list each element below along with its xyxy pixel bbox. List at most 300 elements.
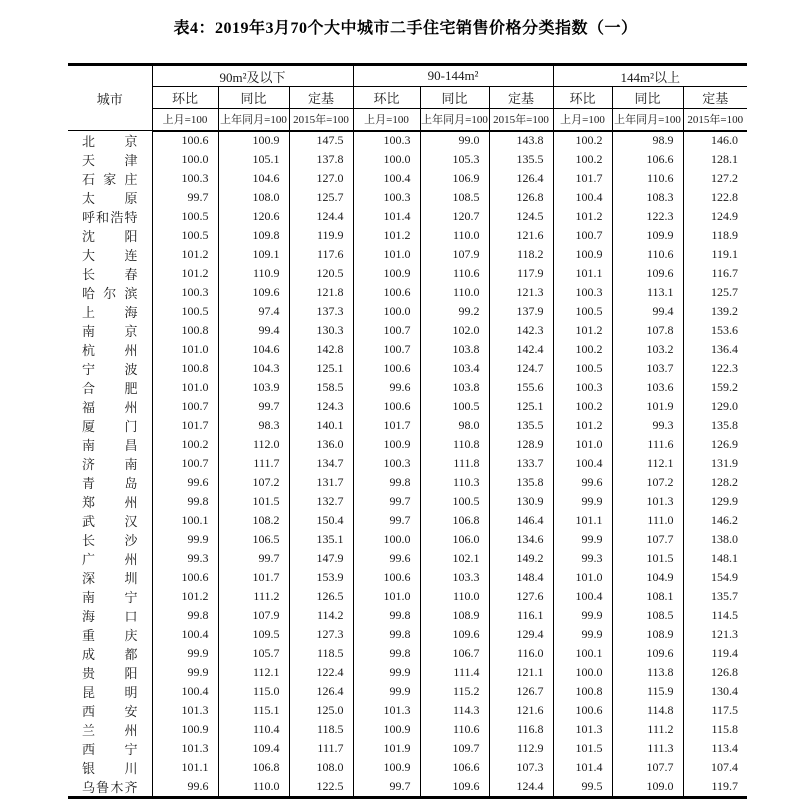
value-cell: 147.9 — [289, 549, 353, 568]
value-cell: 122.8 — [683, 188, 747, 207]
value-cell: 134.7 — [289, 454, 353, 473]
value-cell: 111.3 — [612, 739, 683, 758]
value-cell: 128.9 — [489, 435, 553, 454]
value-cell: 142.4 — [489, 340, 553, 359]
value-cell: 100.1 — [553, 644, 612, 663]
value-cell: 107.7 — [612, 530, 683, 549]
value-cell: 99.9 — [152, 530, 218, 549]
city-cell: 西宁 — [68, 739, 152, 758]
city-cell: 南京 — [68, 321, 152, 340]
value-cell: 99.8 — [353, 625, 420, 644]
value-cell: 100.4 — [553, 587, 612, 606]
value-cell: 137.9 — [489, 302, 553, 321]
value-cell: 110.6 — [420, 720, 489, 739]
value-cell: 99.6 — [553, 473, 612, 492]
value-cell: 99.9 — [353, 682, 420, 701]
table-row — [68, 701, 747, 720]
value-cell: 110.6 — [612, 169, 683, 188]
value-cell: 99.3 — [152, 549, 218, 568]
city-cell: 哈尔滨 — [68, 283, 152, 302]
city-cell: 北京 — [68, 131, 152, 151]
value-cell: 108.9 — [612, 625, 683, 644]
value-cell: 98.9 — [612, 131, 683, 151]
value-cell: 100.5 — [420, 397, 489, 416]
value-cell: 103.9 — [218, 378, 289, 397]
value-cell: 103.8 — [420, 340, 489, 359]
group-header-144-above: 144m²以上 — [553, 65, 747, 87]
value-cell: 99.5 — [553, 777, 612, 798]
value-cell: 100.2 — [553, 150, 612, 169]
value-cell: 100.4 — [553, 454, 612, 473]
value-cell: 99.8 — [353, 644, 420, 663]
city-cell: 石家庄 — [68, 169, 152, 188]
value-cell: 120.7 — [420, 207, 489, 226]
value-cell: 121.3 — [683, 625, 747, 644]
value-cell: 101.5 — [218, 492, 289, 511]
value-cell: 108.0 — [289, 758, 353, 777]
value-cell: 101.0 — [353, 245, 420, 264]
table-row — [68, 359, 747, 378]
value-cell: 122.4 — [289, 663, 353, 682]
value-cell: 111.4 — [420, 663, 489, 682]
value-cell: 117.9 — [489, 264, 553, 283]
value-cell: 99.7 — [353, 511, 420, 530]
value-cell: 100.4 — [553, 188, 612, 207]
value-cell: 119.1 — [683, 245, 747, 264]
value-cell: 148.1 — [683, 549, 747, 568]
value-cell: 107.7 — [612, 758, 683, 777]
value-cell: 131.9 — [683, 454, 747, 473]
value-cell: 142.8 — [289, 340, 353, 359]
table-row — [68, 511, 747, 530]
header-kind-row — [68, 87, 747, 109]
base-label-yoy-3: 上年同月=100 — [612, 109, 683, 131]
value-cell: 122.5 — [289, 777, 353, 798]
value-cell: 127.3 — [289, 625, 353, 644]
value-cell: 125.7 — [683, 283, 747, 302]
value-cell: 111.7 — [289, 739, 353, 758]
value-cell: 113.4 — [683, 739, 747, 758]
value-cell: 100.5 — [553, 359, 612, 378]
value-cell: 125.1 — [289, 359, 353, 378]
value-cell: 97.4 — [218, 302, 289, 321]
city-cell: 贵阳 — [68, 663, 152, 682]
value-cell: 109.7 — [420, 739, 489, 758]
value-cell: 99.3 — [553, 549, 612, 568]
table-row — [68, 720, 747, 739]
value-cell: 135.7 — [683, 587, 747, 606]
city-cell: 呼和浩特 — [68, 207, 152, 226]
value-cell: 109.6 — [612, 644, 683, 663]
value-cell: 99.9 — [553, 530, 612, 549]
value-cell: 101.4 — [353, 207, 420, 226]
city-cell: 兰州 — [68, 720, 152, 739]
value-cell: 100.9 — [353, 435, 420, 454]
value-cell: 122.3 — [612, 207, 683, 226]
value-cell: 106.9 — [420, 169, 489, 188]
value-cell: 113.1 — [612, 283, 683, 302]
base-label-fixedbase-2: 2015年=100 — [489, 109, 553, 131]
value-cell: 100.1 — [152, 511, 218, 530]
col-header-mom-3: 环比 — [553, 87, 612, 109]
table-row — [68, 473, 747, 492]
city-cell: 西安 — [68, 701, 152, 720]
value-cell: 100.3 — [152, 283, 218, 302]
value-cell: 100.3 — [353, 131, 420, 151]
value-cell: 99.7 — [218, 397, 289, 416]
value-cell: 116.8 — [489, 720, 553, 739]
city-cell: 武汉 — [68, 511, 152, 530]
value-cell: 101.0 — [152, 378, 218, 397]
value-cell: 106.7 — [420, 644, 489, 663]
value-cell: 121.8 — [289, 283, 353, 302]
value-cell: 100.0 — [553, 663, 612, 682]
group-header-90-and-below: 90m²及以下 — [152, 65, 353, 87]
city-cell: 上海 — [68, 302, 152, 321]
value-cell: 101.2 — [553, 207, 612, 226]
value-cell: 99.3 — [612, 416, 683, 435]
value-cell: 115.8 — [683, 720, 747, 739]
value-cell: 101.3 — [553, 720, 612, 739]
value-cell: 111.2 — [218, 587, 289, 606]
page-title: 表4：2019年3月70个大中城市二手住宅销售价格分类指数（一） — [173, 20, 638, 37]
col-header-yoy-2: 同比 — [420, 87, 489, 109]
value-cell: 147.5 — [289, 131, 353, 151]
value-cell: 100.0 — [152, 150, 218, 169]
value-cell: 100.6 — [353, 283, 420, 302]
value-cell: 135.5 — [489, 150, 553, 169]
value-cell: 115.9 — [612, 682, 683, 701]
value-cell: 99.9 — [152, 663, 218, 682]
value-cell: 101.2 — [353, 226, 420, 245]
table-row — [68, 169, 747, 188]
value-cell: 124.4 — [489, 777, 553, 798]
value-cell: 99.9 — [553, 606, 612, 625]
value-cell: 99.6 — [353, 378, 420, 397]
col-header-fixedbase-2: 定基 — [489, 87, 553, 109]
value-cell: 134.6 — [489, 530, 553, 549]
table-row — [68, 454, 747, 473]
city-cell: 南宁 — [68, 587, 152, 606]
value-cell: 119.4 — [683, 644, 747, 663]
city-column-header: 城市 — [68, 65, 152, 131]
value-cell: 118.5 — [289, 720, 353, 739]
value-cell: 100.8 — [152, 321, 218, 340]
value-cell: 117.6 — [289, 245, 353, 264]
value-cell: 119.9 — [289, 226, 353, 245]
value-cell: 115.1 — [218, 701, 289, 720]
col-header-mom-1: 环比 — [152, 87, 218, 109]
value-cell: 101.2 — [152, 587, 218, 606]
city-cell: 银川 — [68, 758, 152, 777]
value-cell: 126.4 — [289, 682, 353, 701]
value-cell: 136.0 — [289, 435, 353, 454]
value-cell: 158.5 — [289, 378, 353, 397]
value-cell: 109.4 — [218, 739, 289, 758]
city-cell: 大连 — [68, 245, 152, 264]
table-row — [68, 663, 747, 682]
table-row — [68, 245, 747, 264]
value-cell: 108.0 — [218, 188, 289, 207]
value-cell: 127.6 — [489, 587, 553, 606]
value-cell: 128.1 — [683, 150, 747, 169]
value-cell: 153.9 — [289, 568, 353, 587]
value-cell: 100.0 — [353, 530, 420, 549]
city-cell: 深圳 — [68, 568, 152, 587]
value-cell: 107.3 — [489, 758, 553, 777]
city-cell: 合肥 — [68, 378, 152, 397]
value-cell: 110.6 — [612, 245, 683, 264]
value-cell: 109.5 — [218, 625, 289, 644]
value-cell: 100.2 — [553, 397, 612, 416]
value-cell: 140.1 — [289, 416, 353, 435]
value-cell: 146.4 — [489, 511, 553, 530]
table-row — [68, 644, 747, 663]
value-cell: 99.8 — [152, 606, 218, 625]
city-cell: 南昌 — [68, 435, 152, 454]
table-row — [68, 625, 747, 644]
value-cell: 99.9 — [353, 663, 420, 682]
value-cell: 99.9 — [553, 492, 612, 511]
value-cell: 109.9 — [612, 226, 683, 245]
value-cell: 100.7 — [152, 454, 218, 473]
value-cell: 99.4 — [612, 302, 683, 321]
value-cell: 99.4 — [218, 321, 289, 340]
city-cell: 成都 — [68, 644, 152, 663]
table-row — [68, 302, 747, 321]
value-cell: 137.3 — [289, 302, 353, 321]
value-cell: 98.3 — [218, 416, 289, 435]
value-cell: 135.8 — [683, 416, 747, 435]
value-cell: 101.9 — [353, 739, 420, 758]
value-cell: 101.0 — [553, 568, 612, 587]
table-row — [68, 739, 747, 758]
col-header-yoy-3: 同比 — [612, 87, 683, 109]
city-cell: 厦门 — [68, 416, 152, 435]
value-cell: 104.6 — [218, 169, 289, 188]
value-cell: 105.7 — [218, 644, 289, 663]
table-row — [68, 587, 747, 606]
value-cell: 129.9 — [683, 492, 747, 511]
value-cell: 112.1 — [612, 454, 683, 473]
value-cell: 110.6 — [420, 264, 489, 283]
value-cell: 106.5 — [218, 530, 289, 549]
value-cell: 100.7 — [353, 340, 420, 359]
col-header-fixedbase-1: 定基 — [289, 87, 353, 109]
value-cell: 135.5 — [489, 416, 553, 435]
table-header — [68, 65, 747, 131]
value-cell: 106.6 — [612, 150, 683, 169]
price-index-table — [68, 63, 747, 799]
value-cell: 101.2 — [152, 264, 218, 283]
value-cell: 136.4 — [683, 340, 747, 359]
value-cell: 110.0 — [420, 587, 489, 606]
value-cell: 101.1 — [152, 758, 218, 777]
value-cell: 107.8 — [612, 321, 683, 340]
value-cell: 124.7 — [489, 359, 553, 378]
city-cell: 天津 — [68, 150, 152, 169]
value-cell: 101.3 — [152, 701, 218, 720]
city-cell: 杭州 — [68, 340, 152, 359]
city-cell: 宁波 — [68, 359, 152, 378]
value-cell: 107.2 — [218, 473, 289, 492]
value-cell: 126.5 — [289, 587, 353, 606]
value-cell: 99.7 — [218, 549, 289, 568]
table-row — [68, 530, 747, 549]
value-cell: 125.1 — [489, 397, 553, 416]
value-cell: 99.7 — [152, 188, 218, 207]
value-cell: 110.9 — [218, 264, 289, 283]
value-cell: 104.6 — [218, 340, 289, 359]
value-cell: 110.0 — [420, 283, 489, 302]
value-cell: 111.7 — [218, 454, 289, 473]
base-label-mom-1: 上月=100 — [152, 109, 218, 131]
value-cell: 126.9 — [683, 435, 747, 454]
value-cell: 112.1 — [218, 663, 289, 682]
value-cell: 100.9 — [553, 245, 612, 264]
value-cell: 99.6 — [152, 777, 218, 798]
value-cell: 99.9 — [553, 625, 612, 644]
value-cell: 99.8 — [152, 492, 218, 511]
value-cell: 100.2 — [553, 131, 612, 151]
value-cell: 126.8 — [683, 663, 747, 682]
value-cell: 100.9 — [353, 720, 420, 739]
value-cell: 114.8 — [612, 701, 683, 720]
value-cell: 132.7 — [289, 492, 353, 511]
value-cell: 105.3 — [420, 150, 489, 169]
value-cell: 130.4 — [683, 682, 747, 701]
value-cell: 116.7 — [683, 264, 747, 283]
col-header-yoy-1: 同比 — [218, 87, 289, 109]
value-cell: 109.6 — [612, 264, 683, 283]
city-cell: 沈阳 — [68, 226, 152, 245]
value-cell: 101.5 — [612, 549, 683, 568]
value-cell: 108.9 — [420, 606, 489, 625]
value-cell: 155.6 — [489, 378, 553, 397]
city-cell: 广州 — [68, 549, 152, 568]
value-cell: 107.9 — [218, 606, 289, 625]
value-cell: 100.8 — [152, 359, 218, 378]
col-header-mom-2: 环比 — [353, 87, 420, 109]
table-row — [68, 606, 747, 625]
table-row — [68, 207, 747, 226]
value-cell: 100.4 — [152, 625, 218, 644]
value-cell: 146.0 — [683, 131, 747, 151]
value-cell: 111.6 — [612, 435, 683, 454]
value-cell: 100.7 — [353, 321, 420, 340]
value-cell: 108.3 — [612, 188, 683, 207]
value-cell: 130.9 — [489, 492, 553, 511]
value-cell: 101.5 — [553, 739, 612, 758]
value-cell: 101.3 — [612, 492, 683, 511]
value-cell: 101.2 — [152, 245, 218, 264]
value-cell: 125.7 — [289, 188, 353, 207]
value-cell: 109.6 — [420, 777, 489, 798]
value-cell: 118.2 — [489, 245, 553, 264]
value-cell: 126.4 — [489, 169, 553, 188]
col-header-fixedbase-3: 定基 — [683, 87, 747, 109]
value-cell: 100.5 — [152, 226, 218, 245]
value-cell: 129.0 — [683, 397, 747, 416]
value-cell: 125.0 — [289, 701, 353, 720]
value-cell: 106.6 — [420, 758, 489, 777]
table-row — [68, 321, 747, 340]
value-cell: 109.1 — [218, 245, 289, 264]
city-cell: 青岛 — [68, 473, 152, 492]
value-cell: 153.6 — [683, 321, 747, 340]
value-cell: 99.9 — [152, 644, 218, 663]
value-cell: 100.6 — [152, 131, 218, 151]
table-row — [68, 416, 747, 435]
table-row — [68, 492, 747, 511]
value-cell: 109.8 — [218, 226, 289, 245]
value-cell: 109.6 — [420, 625, 489, 644]
value-cell: 100.6 — [353, 359, 420, 378]
value-cell: 108.1 — [612, 587, 683, 606]
value-cell: 108.2 — [218, 511, 289, 530]
value-cell: 100.5 — [553, 302, 612, 321]
value-cell: 100.8 — [553, 682, 612, 701]
value-cell: 135.8 — [489, 473, 553, 492]
value-cell: 108.5 — [420, 188, 489, 207]
table-row — [68, 758, 747, 777]
value-cell: 99.8 — [353, 473, 420, 492]
value-cell: 99.6 — [152, 473, 218, 492]
value-cell: 107.9 — [420, 245, 489, 264]
value-cell: 114.3 — [420, 701, 489, 720]
value-cell: 129.4 — [489, 625, 553, 644]
base-label-fixedbase-1: 2015年=100 — [289, 109, 353, 131]
value-cell: 101.7 — [353, 416, 420, 435]
header-base-row — [68, 109, 747, 131]
city-cell: 长沙 — [68, 530, 152, 549]
table-row — [68, 340, 747, 359]
value-cell: 103.8 — [420, 378, 489, 397]
base-label-fixedbase-3: 2015年=100 — [683, 109, 747, 131]
value-cell: 127.0 — [289, 169, 353, 188]
value-cell: 100.7 — [553, 226, 612, 245]
value-cell: 100.9 — [152, 720, 218, 739]
value-cell: 106.8 — [218, 758, 289, 777]
value-cell: 110.3 — [420, 473, 489, 492]
value-cell: 100.6 — [353, 397, 420, 416]
value-cell: 100.0 — [353, 150, 420, 169]
value-cell: 124.9 — [683, 207, 747, 226]
value-cell: 154.9 — [683, 568, 747, 587]
value-cell: 99.6 — [353, 549, 420, 568]
value-cell: 100.0 — [353, 302, 420, 321]
value-cell: 110.0 — [420, 226, 489, 245]
value-cell: 124.5 — [489, 207, 553, 226]
table-row — [68, 283, 747, 302]
base-label-mom-2: 上月=100 — [353, 109, 420, 131]
table-row — [68, 435, 747, 454]
value-cell: 112.9 — [489, 739, 553, 758]
value-cell: 135.1 — [289, 530, 353, 549]
base-label-yoy-2: 上年同月=100 — [420, 109, 489, 131]
value-cell: 100.9 — [353, 264, 420, 283]
value-cell: 99.8 — [353, 606, 420, 625]
value-cell: 101.2 — [553, 321, 612, 340]
value-cell: 102.1 — [420, 549, 489, 568]
value-cell: 100.6 — [553, 701, 612, 720]
value-cell: 106.0 — [420, 530, 489, 549]
value-cell: 100.5 — [420, 492, 489, 511]
value-cell: 105.1 — [218, 150, 289, 169]
value-cell: 101.0 — [152, 340, 218, 359]
value-cell: 150.4 — [289, 511, 353, 530]
value-cell: 100.3 — [152, 169, 218, 188]
